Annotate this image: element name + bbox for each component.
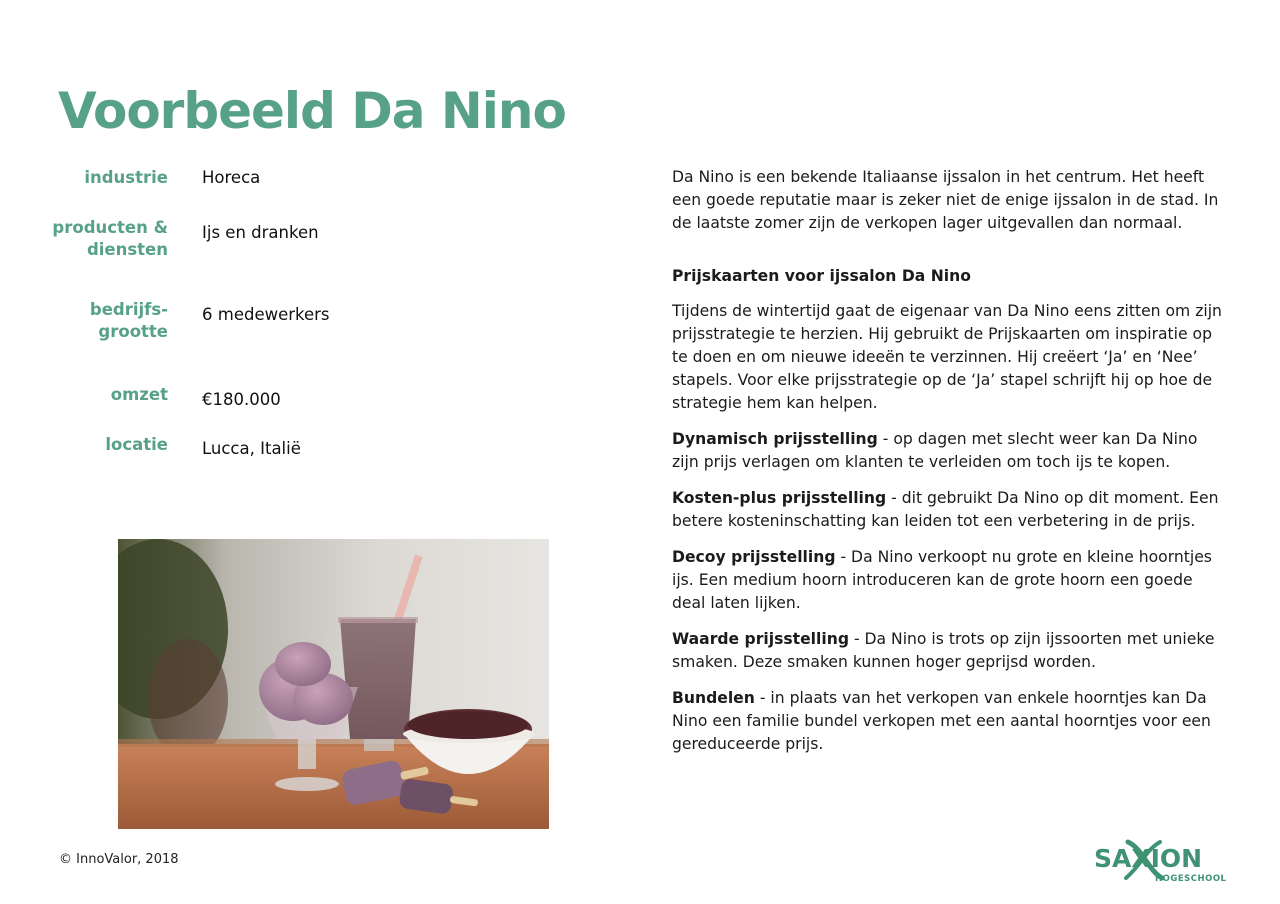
strategy-text: - dit gebruikt Da Nino op dit moment. Een betere kosteninschatting kan leiden tot een verbetering in de prijs. bbox=[672, 489, 1219, 530]
page-title: Voorbeeld Da Nino bbox=[58, 82, 566, 140]
strategy-text: - Da Nino verkoopt nu grote en kleine hoorntjes ijs. Een medium hoorn introduceren kan de grote hoorn een goede deal laten lijken. bbox=[672, 548, 1212, 612]
strategy-name: Waarde prijsstelling bbox=[672, 630, 849, 648]
fact-label-locatie: locatie bbox=[105, 435, 168, 454]
content-column bbox=[672, 166, 1228, 769]
strategy-kosten-plus bbox=[672, 487, 1228, 533]
strategy-text: - Da Nino is trots op zijn ijssoorten met unieke smaken. Deze smaken kunnen hoger geprijsd worden. bbox=[672, 630, 1215, 671]
intro-paragraph: Da Nino is een bekende Italiaanse ijssalon in het centrum. Het heeft een goede reputatie maar is zeker niet de enige ijssalon in de stad. In de laatste zomer zijn de verkopen lager uitgevallen dan normaal. bbox=[672, 168, 1219, 232]
fact-value-industrie: Horeca bbox=[202, 168, 261, 187]
fact-value-locatie: Lucca, Italië bbox=[202, 439, 301, 458]
strategy-waarde bbox=[672, 628, 1228, 674]
fact-label-industrie: industrie bbox=[84, 168, 168, 187]
strategy-bundelen bbox=[672, 687, 1228, 756]
section-heading: Prijskaarten voor ijssalon Da Nino bbox=[672, 267, 971, 285]
fact-label-bedrijfsgrootte: bedrijfs- grootte bbox=[89, 300, 168, 341]
strategy-decoy bbox=[672, 546, 1228, 615]
strategy-text: - op dagen met slecht weer kan Da Nino zijn prijs verlagen om klanten te verleiden om toch ijs te kopen. bbox=[672, 430, 1198, 471]
ice-cream-photo bbox=[118, 539, 549, 829]
body-paragraph: Tijdens de wintertijd gaat de eigenaar van Da Nino eens zitten om zijn prijsstrategie te herzien. Hij gebruikt de Prijskaarten om inspiratie op te doen en om nieuwe ideeën te verzinnen. Hij creëert ‘Ja’ en ‘Nee’ stapels. Voor elke prijsstrategie op de ‘Ja’ stapel schrijft hij op hoe de strategie hem kan helpen. bbox=[672, 302, 1222, 412]
logo-word: SAXION bbox=[1094, 844, 1203, 873]
fact-value-omzet: €180.000 bbox=[202, 390, 281, 409]
fact-value-producten: Ijs en dranken bbox=[202, 223, 319, 242]
fact-label-producten: producten & diensten bbox=[52, 218, 168, 259]
saxion-logo bbox=[1092, 834, 1232, 886]
fact-value-bedrijfsgrootte: 6 medewerkers bbox=[202, 305, 330, 324]
fact-label-omzet: omzet bbox=[110, 385, 168, 404]
strategy-name: Kosten-plus prijsstelling bbox=[672, 489, 887, 507]
strategy-text: - in plaats van het verkopen van enkele hoorntjes kan Da Nino een familie bundel verkopen met een aantal hoorntjes voor een gereduceerde prijs. bbox=[672, 689, 1211, 753]
company-facts bbox=[0, 0, 600, 480]
logo-subtitle: HOGESCHOOL bbox=[1155, 874, 1227, 884]
strategy-name: Dynamisch prijsstelling bbox=[672, 430, 878, 448]
copyright: © InnoValor, 2018 bbox=[59, 852, 179, 867]
strategy-dynamisch bbox=[672, 428, 1228, 474]
strategy-name: Bundelen bbox=[672, 689, 755, 707]
strategy-name: Decoy prijsstelling bbox=[672, 548, 836, 566]
